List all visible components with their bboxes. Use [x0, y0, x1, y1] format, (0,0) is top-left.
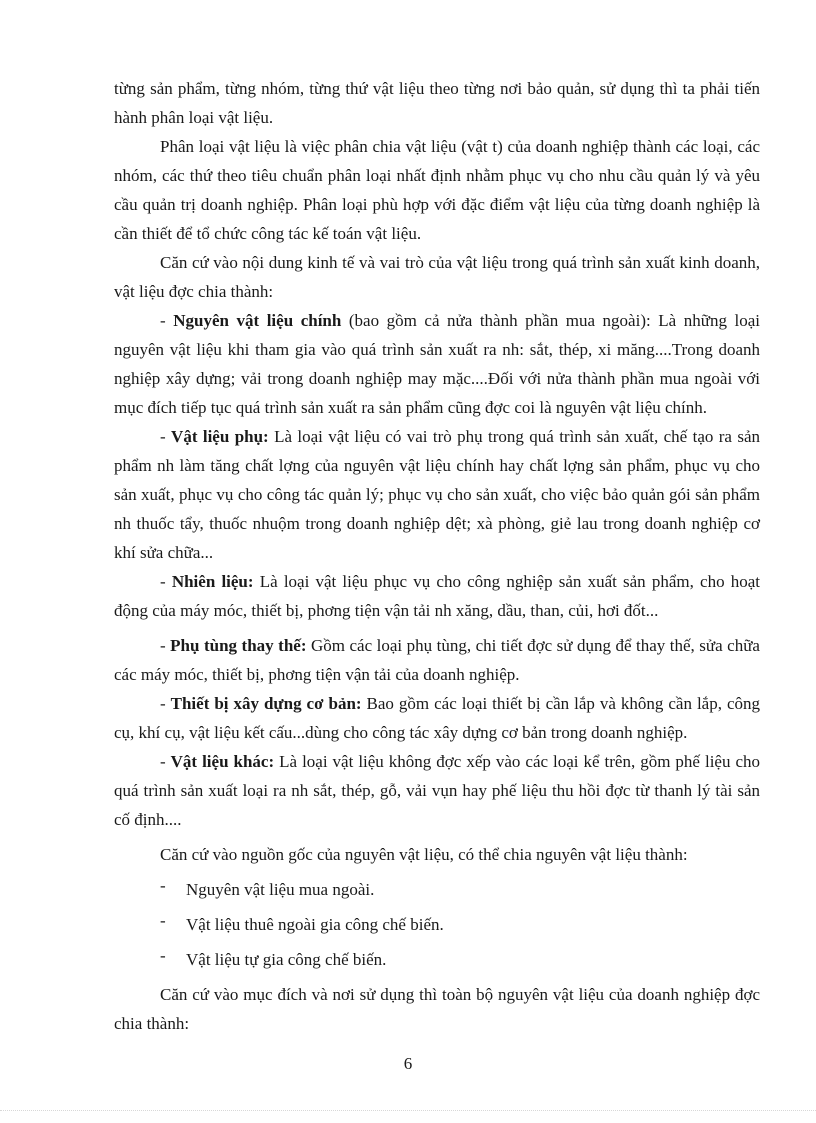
term-construction-equipment: Thiết bị xây dựng cơ bản:	[170, 694, 362, 713]
bullet-other-materials: - Vật liệu khác: Là loại vật liệu không đợc xếp vào các loại kể trên, gồm phế liệu cho quá trình sản xuất loại ra nh sắt, thép, gỗ, vải vụn hay phế liệu thu hồi đợc từ thanh lý tài sản cố định....	[114, 752, 761, 829]
bullet-spare-parts: - Phụ tùng thay thế: Gồm các loại phụ tùng, chi tiết đợc sử dụng để thay thế, sửa chữa các máy móc, thiết bị, phơng tiện vận tải của doanh nghiệp.	[114, 636, 760, 684]
bullet-construction-equipment: - Thiết bị xây dựng cơ bản: Bao gồm các loại thiết bị cần lắp và không cần lắp, công cụ, khí cụ, vật liệu kết cấu...dùng cho công tác xây dựng cơ bản trong doanh nghiệp.	[114, 694, 760, 742]
list-item: - Vật liệu tự gia công chế biến.	[114, 945, 760, 974]
dash-bullet-icon: -	[160, 911, 166, 930]
bullet-main-materials: - Nguyên vật liệu chính (bao gồm cả nửa thành phần mua ngoài): Là những loại nguyên vật liệu khi tham gia vào quá trình sản xuất ra nh: sắt, thép, xi măng....Trong doanh nghiệp xây dựng; vải trong doanh nghiệp may mặc....Đối với nửa thành phần mua ngoài với mục đích tiếp tục quá trình sản xuất ra sản phẩm cũng đợc coi là nguyên vật liệu chính.	[114, 311, 760, 417]
list-item: - Vật liệu thuê ngoài gia công chế biến.	[114, 910, 760, 939]
paragraph-continuation: từng sản phẩm, từng nhóm, từng thứ vật liệu theo từng nơi bảo quản, sử dụng thì ta phải tiến hành phân loại vật liệu.	[114, 79, 760, 127]
desc-spare-parts: Gồm các loại phụ tùng, chi tiết đợc sử dụng để thay thế, sửa chữa các máy móc, thiết bị, phơng tiện vận tải của doanh nghiệp.	[114, 636, 760, 684]
dash-bullet-icon: -	[160, 946, 166, 965]
desc-construction-equipment: Bao gồm các loại thiết bị cần lắp và không cần lắp, công cụ, khí cụ, vật liệu kết cấu...dùng cho công tác xây dựng cơ bản trong doanh nghiệp.	[114, 694, 760, 742]
origin-list	[114, 875, 760, 974]
desc-main-materials: (bao gồm cả nửa thành phần mua ngoài): Là những loại nguyên vật liệu khi tham gia vào quá trình sản xuất ra nh: sắt, thép, xi măng....Trong doanh nghiệp xây dựng; vải trong doanh nghiệp may mặc....Đối với nửa thành phần mua ngoài với mục đích tiếp tục quá trình sản xuất ra sản phẩm cũng đợc coi là nguyên vật liệu chính.	[114, 311, 760, 417]
term-auxiliary-materials: Vật liệu phụ:	[171, 427, 269, 446]
page-number: 6	[403, 1054, 413, 1073]
term-main-materials: Nguyên vật liệu chính	[173, 311, 342, 330]
paragraph-classification-definition: Phân loại vật liệu là việc phân chia vật liệu (vật t) của doanh nghiệp thành các loại, các nhóm, các thứ theo tiêu chuẩn phân loại nhất định nhằm phục vụ cho nhu cầu quản lý và yêu cầu quản trị doanh nghiệp. Phân loại phù hợp với đặc điểm vật liệu của từng doanh nghiệp là cần thiết để tổ chức công tác kế toán vật liệu.	[114, 137, 760, 243]
paragraph-closing: Căn cứ vào mục đích và nơi sử dụng thì toàn bộ nguyên vật liệu của doanh nghiệp đợc chia thành:	[114, 985, 760, 1033]
term-fuel: Nhiên liệu:	[171, 572, 254, 591]
list-item: - Nguyên vật liệu mua ngoài.	[114, 875, 760, 904]
paragraph-origin-intro: Căn cứ vào nguồn gốc của nguyên vật liệu, có thể chia nguyên vật liệu thành:	[160, 845, 688, 864]
paragraph-economic-content: Căn cứ vào nội dung kinh tế và vai trò của vật liệu trong quá trình sản xuất kinh doanh, vật liệu đợc chia thành:	[114, 253, 760, 301]
desc-fuel: Là loại vật liệu phục vụ cho công nghiệp sản xuất sản phẩm, cho hoạt động của máy móc, thiết bị, phơng tiện vận tải nh xăng, dầu, than, củi, hơi đốt...	[114, 572, 760, 620]
term-spare-parts: Phụ tùng thay thế:	[170, 636, 307, 655]
dash-bullet-icon: -	[160, 876, 166, 895]
document-page	[114, 74, 760, 1038]
bullet-auxiliary-materials: - Vật liệu phụ: Là loại vật liệu có vai trò phụ trong quá trình sản xuất, chế tạo ra sản phẩm nh làm tăng chất lợng của nguyên vật liệu chính hay chất lợng sản phẩm, phục vụ cho sản xuất, phục vụ cho công tác quản lý; phục vụ cho sản xuất, cho việc bảo quản gói sản phẩm nh thuốc tẩy, thuốc nhuộm trong doanh nghiệp dệt; xà phòng, giẻ lau trong doanh nghiệp cơ khí sửa chữa...	[114, 427, 760, 562]
desc-auxiliary-materials: Là loại vật liệu có vai trò phụ trong quá trình sản xuất, chế tạo ra sản phẩm nh làm tăng chất lợng của nguyên vật liệu chính hay chất lợng sản phẩm, phục vụ cho sản xuất, phục vụ cho công tác quản lý; phục vụ cho sản xuất, cho việc bảo quản gói sản phẩm nh thuốc tẩy, thuốc nhuộm trong doanh nghiệp dệt; xà phòng, giẻ lau trong doanh nghiệp cơ khí sửa chữa...	[114, 427, 760, 562]
footer-divider	[0, 1110, 816, 1111]
desc-other-materials: Là loại vật liệu không đợc xếp vào các loại kể trên, gồm phế liệu cho quá trình sản xuất loại ra nh sắt, thép, gỗ, vải vụn hay phế liệu thu hồi đợc từ thanh lý tài sản cố định....	[114, 752, 761, 829]
term-other-materials: Vật liệu khác:	[170, 752, 275, 771]
bullet-fuel: - Nhiên liệu: Là loại vật liệu phục vụ cho công nghiệp sản xuất sản phẩm, cho hoạt động của máy móc, thiết bị, phơng tiện vận tải nh xăng, dầu, than, củi, hơi đốt...	[114, 572, 760, 620]
